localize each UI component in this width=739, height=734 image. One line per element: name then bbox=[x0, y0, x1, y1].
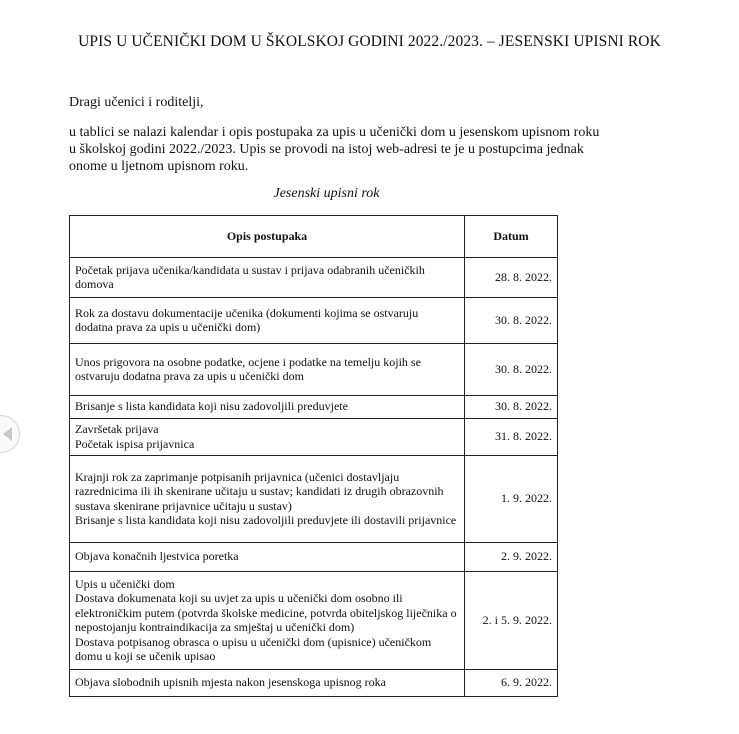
description-line: Dostava potpisanog obrasca o upisu u učenički dom (upisnice) učeničkom domu u koji se učenik upisao bbox=[75, 634, 432, 663]
table-header-row bbox=[70, 216, 558, 258]
row-date: 1. 9. 2022. bbox=[465, 456, 558, 543]
header-description: Opis postupaka bbox=[70, 216, 465, 258]
schedule-table bbox=[69, 215, 558, 697]
row-date: 2. 9. 2022. bbox=[465, 543, 558, 572]
previous-page-arrow-icon[interactable] bbox=[0, 415, 20, 453]
description-line: Krajnji rok za zaprimanje potpisanih prijavnica (učenici dostavljaju razrednicima ili ih skenirane učitaju u sustav; kandidati iz drugih obrazovnih sustava skenirane prijavnice učitaju u sustav) bbox=[75, 469, 444, 513]
table-row bbox=[70, 258, 558, 298]
row-description bbox=[70, 456, 465, 543]
table-row bbox=[70, 396, 558, 419]
description-line: Upis u učenički dom bbox=[75, 576, 175, 591]
description-line: Rok za dostavu dokumentacije učenika (dokumenti kojima se ostvaruju dodatna prava za upis u učenički dom) bbox=[75, 305, 419, 334]
header-date: Datum bbox=[465, 216, 558, 258]
row-date: 30. 8. 2022. bbox=[465, 396, 558, 419]
table-row bbox=[70, 543, 558, 572]
row-description bbox=[70, 572, 465, 670]
row-date: 30. 8. 2022. bbox=[465, 298, 558, 344]
table-row bbox=[70, 572, 558, 670]
greeting-text: Dragi učenici i roditelji, bbox=[69, 95, 204, 110]
table-row bbox=[70, 456, 558, 543]
intro-paragraph: u tablici se nalazi kalendar i opis postupaka za upis u učenički dom u jesenskom upisnom roku u školskoj godini 2022./2023. Upis se provodi na istoj web-adresi te je u postupcima jednak onome u ljetnom upisnom roku. bbox=[69, 125, 600, 174]
description-line: Objava konačnih ljestvica poretka bbox=[75, 549, 239, 564]
table-row bbox=[70, 419, 558, 456]
description-line: Brisanje s lista kandidata koji nisu zadovoljili preduvjete ili dostavili prijavnice bbox=[75, 513, 457, 527]
description-line: Dostava dokumenata koji su uvjet za upis u učenički dom osobno ili elektroničkim putem (potvrda školske medicine, potvrda obiteljskog liječnika o nepostojanju kontraindikacija za smještaj u učenički dom) bbox=[75, 591, 457, 634]
row-date: 2. i 5. 9. 2022. bbox=[465, 572, 558, 670]
table-row bbox=[70, 298, 558, 344]
row-description bbox=[70, 543, 465, 572]
description-line: Završetak prijava bbox=[75, 422, 159, 436]
row-date: 31. 8. 2022. bbox=[465, 419, 558, 456]
row-description bbox=[70, 344, 465, 396]
description-line: Objava slobodnih upisnih mjesta nakon jesenskoga upisnog roka bbox=[75, 675, 386, 690]
table-caption: Jesenski upisni rok bbox=[273, 186, 380, 201]
row-date: 30. 8. 2022. bbox=[465, 344, 558, 396]
row-description bbox=[70, 419, 465, 456]
description-line: Brisanje s lista kandidata koji nisu zadovoljili preduvjete bbox=[75, 399, 348, 414]
table-row bbox=[70, 670, 558, 697]
row-description bbox=[70, 258, 465, 298]
row-date: 6. 9. 2022. bbox=[465, 670, 558, 697]
table-row bbox=[70, 344, 558, 396]
description-line: Unos prigovora na osobne podatke, ocjene i podatke na temelju kojih se ostvaruju dodatna prava za upis u učenički dom bbox=[75, 354, 421, 383]
description-line: Početak prijava učenika/kandidata u sustav i prijava odabranih učeničkih domova bbox=[75, 262, 425, 291]
row-description bbox=[70, 396, 465, 419]
page-title: UPIS U UČENIČKI DOM U ŠKOLSKOJ GODINI 2022./2023. – JESENSKI UPISNI ROK bbox=[78, 33, 661, 50]
description-line: Početak ispisa prijavnica bbox=[75, 436, 195, 451]
row-date: 28. 8. 2022. bbox=[465, 258, 558, 298]
row-description bbox=[70, 298, 465, 344]
row-description bbox=[70, 670, 465, 697]
